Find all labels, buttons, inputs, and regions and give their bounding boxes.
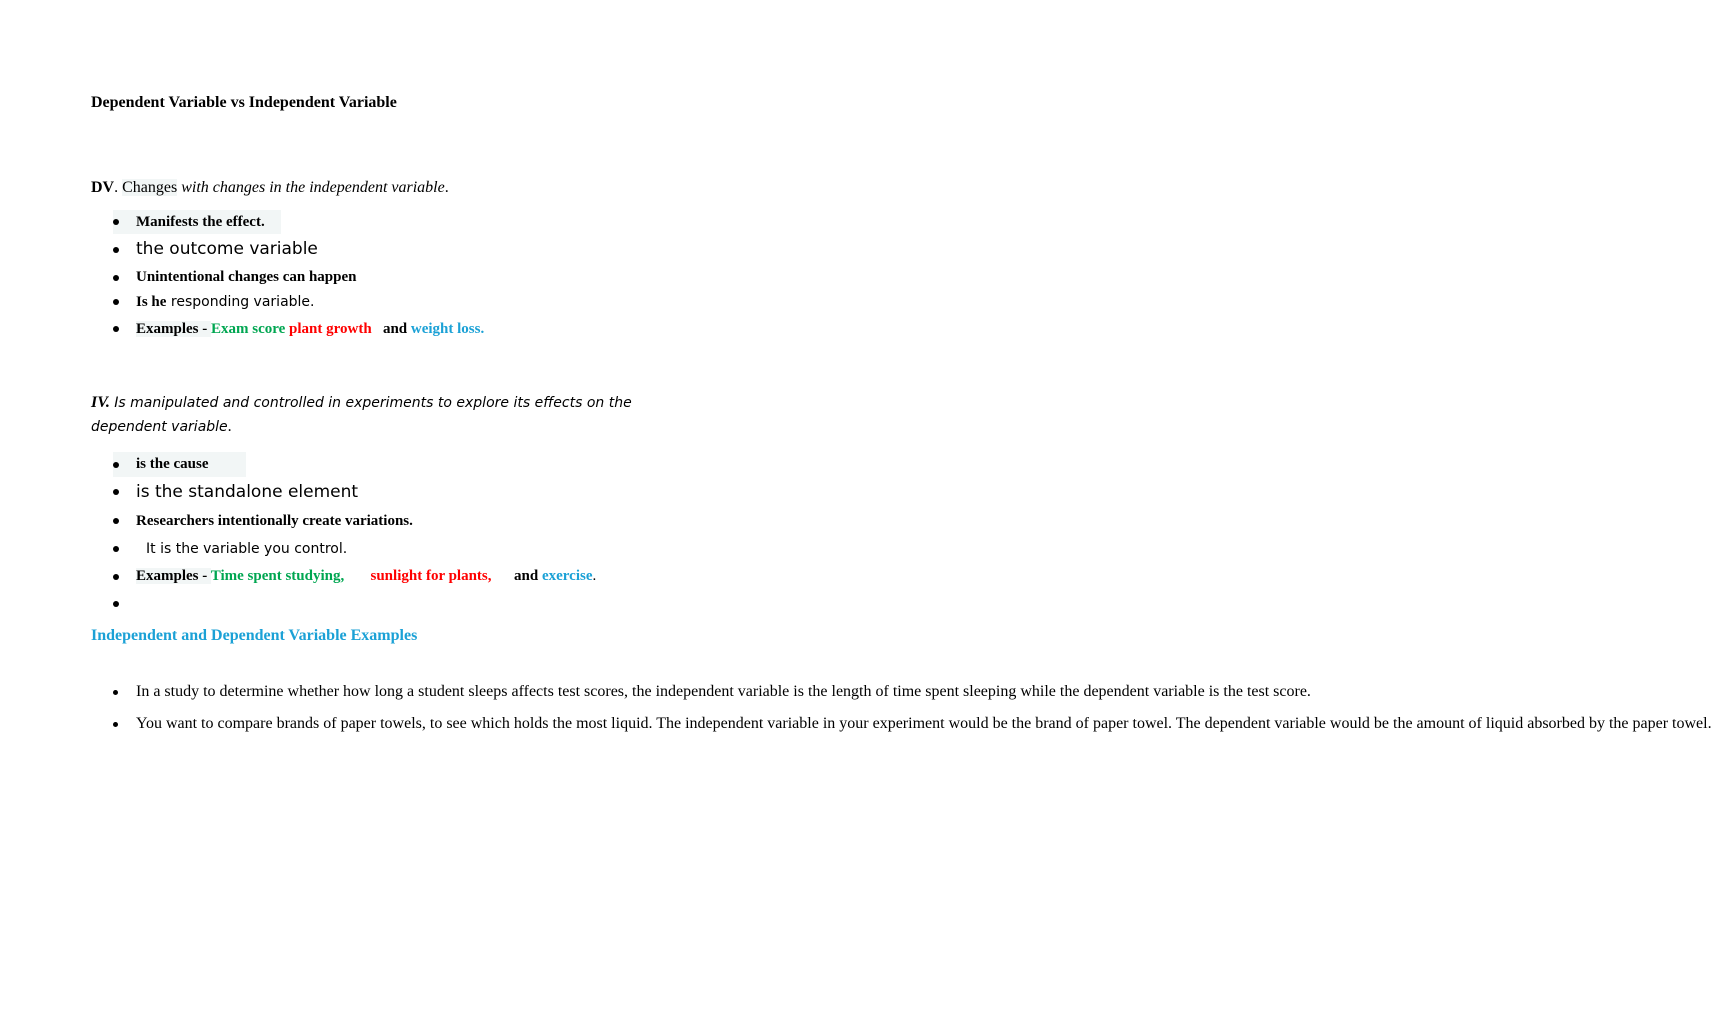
dv-definition	[91, 176, 449, 200]
dv-examples-label: Examples -	[136, 321, 211, 337]
dv-bullet-item	[113, 210, 281, 234]
iv-definition	[91, 391, 632, 439]
bullet-dot-icon	[113, 462, 119, 468]
bullet-dot-icon	[113, 722, 118, 727]
iv-end: .	[227, 418, 232, 435]
dv-lead: Changes	[122, 179, 178, 196]
dv-bullet-item	[113, 234, 484, 265]
dv-italic: with changes in the independent variable	[181, 179, 445, 196]
bullet-dot-icon	[113, 299, 119, 305]
dv-bullet-bold: Is he	[136, 294, 167, 310]
iv-example-3: exercise	[541, 568, 593, 584]
bullet-dot-icon	[113, 219, 119, 225]
example-item	[113, 708, 1712, 740]
iv-bullet-item	[113, 452, 246, 477]
bullet-dot-icon	[113, 601, 119, 607]
iv-bullet-text: is the standalone element	[136, 482, 359, 502]
iv-bullet-item	[113, 507, 596, 535]
dv-example-1: Exam score	[211, 321, 286, 337]
iv-italic: Is manipulated and controlled in experiments to explore its effects on the	[109, 395, 632, 411]
iv-examples-and: and	[514, 568, 539, 584]
document-title: Dependent Variable vs Independent Variable	[91, 94, 397, 111]
example-text: In a study to determine whether how long a student sleeps affects test scores, the independent variable is the length of time spent sleeping while the dependent variable is the test score.	[136, 683, 1311, 700]
bullet-dot-icon	[113, 574, 119, 580]
iv-bullet-item	[113, 535, 596, 563]
bullet-dot-icon	[113, 690, 118, 695]
examples-list	[113, 676, 1712, 739]
dv-bullet-text: responding variable.	[166, 294, 315, 310]
dv-bullet-item	[113, 265, 484, 290]
bullet-dot-icon	[113, 275, 119, 281]
example-text: You want to compare brands of paper towels, to see which holds the most liquid. The independent variable in your experiment would be the brand of paper towel. The dependent variable would be the amount of liquid absorbed by the paper towel.	[136, 714, 1712, 732]
dv-example-2: plant growth	[289, 321, 372, 337]
dv-examples-item	[113, 314, 484, 344]
dv-bullet-text: the outcome variable	[136, 239, 318, 259]
iv-bullet-text: Researchers intentionally create variations.	[136, 513, 413, 529]
iv-examples-label: Examples -	[136, 568, 211, 584]
dv-dot: .	[114, 179, 119, 196]
iv-bullet-text: It is the variable you control.	[146, 541, 348, 557]
bullet-dot-icon	[113, 489, 119, 495]
dv-bullet-text: Manifests the effect.	[136, 214, 265, 230]
iv-bullet-list	[113, 452, 596, 617]
iv-empty-bullet	[113, 590, 596, 617]
dv-end: .	[444, 179, 449, 196]
dv-examples-and: and	[382, 321, 408, 337]
iv-example-2: sunlight for plants,	[370, 568, 492, 584]
iv-italic-2: dependent variable	[91, 419, 228, 435]
dv-bullet-list	[113, 210, 484, 344]
iv-abbr: IV.	[91, 394, 110, 411]
bullet-dot-icon	[113, 518, 119, 524]
example-item	[113, 676, 1311, 708]
iv-bullet-item	[113, 477, 596, 507]
dv-bullet-text: Unintentional changes can happen	[136, 269, 357, 285]
bullet-dot-icon	[113, 247, 119, 253]
bullet-dot-icon	[113, 326, 119, 332]
examples-heading: Independent and Dependent Variable Examples	[91, 627, 418, 644]
dv-example-3: weight loss.	[410, 321, 485, 337]
iv-example-1: Time spent studying,	[210, 568, 345, 584]
dv-abbr: DV	[91, 179, 115, 196]
iv-bullet-text: is the cause	[136, 456, 209, 472]
iv-examples-item	[113, 563, 596, 590]
bullet-dot-icon	[113, 546, 119, 552]
iv-examples-end: .	[592, 568, 597, 584]
dv-bullet-item	[113, 290, 484, 314]
